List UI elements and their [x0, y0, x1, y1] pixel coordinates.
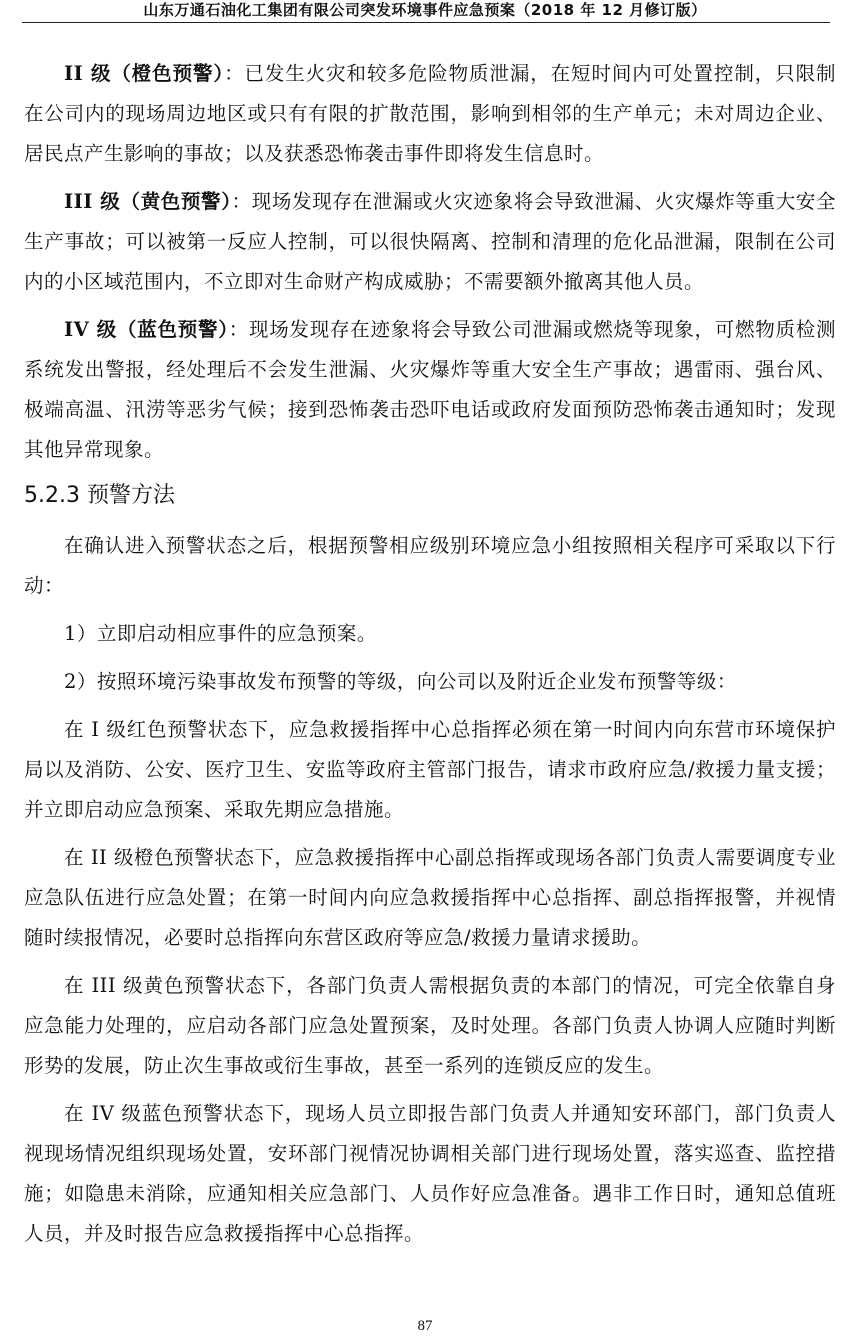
page-body [24, 54, 836, 1262]
red-warning-paragraph: 在 I 级红色预警状态下，应急救援指挥中心总指挥必须在第一时间内向东营市环境保护局以及消防、公安、医疗卫生、安监等政府主管部门报告，请求市政府应急/救援力量支援；并立即启动应急预案、采取先期应急措施。 [24, 718, 836, 821]
level-iii-text: ：现场发现存在泄漏或火灾迹象将会导致泄漏、火灾爆炸等重大安全生产事故；可以被第一反应人控制，可以很快隔离、控制和清理的危化品泄漏，限制在公司内的小区域范围内，不立即对生命财产构成威胁；不需要额外撤离其他人员。 [24, 190, 836, 293]
blue-warning-paragraph: 在 IV 级蓝色预警状态下，现场人员立即报告部门负责人并通知安环部门，部门负责人视现场情况组织现场处置，安环部门视情况协调相关部门进行现场处置，落实巡查、监控措施；如隐患未消除，应通知相关应急部门、人员作好应急准备。遇非工作日时，通知总值班人员，并及时报告应急救援指挥中心总指挥。 [24, 1102, 836, 1245]
level-iv-paragraph [24, 310, 836, 470]
level-iv-label: IV 级（蓝色预警） [64, 318, 229, 341]
page-number: 87 [417, 1318, 433, 1334]
header-rule [22, 22, 830, 23]
level-ii-text: ：已发生火灾和较多危险物质泄漏，在短时间内可处置控制，只限制在公司内的现场周边地区或只有有限的扩散范围，影响到相邻的生产单元；未对周边企业、居民点产生影响的事故；以及获悉恐怖袭击事件即将发生信息时。 [24, 62, 836, 165]
intro-paragraph: 在确认进入预警状态之后，根据预警相应级别环境应急小组按照相关程序可采取以下行动： [24, 534, 836, 597]
action-item-2: 2）按照环境污染事故发布预警的等级，向公司以及附近企业发布预警等级： [64, 670, 737, 693]
yellow-warning-paragraph: 在 III 级黄色预警状态下，各部门负责人需根据负责的本部门的情况，可完全依靠自身应急能力处理的，应启动各部门应急处置预案，及时处理。各部门负责人协调人应随时判断形势的发展，防止次生事故或衍生事故，甚至一系列的连锁反应的发生。 [24, 974, 836, 1077]
level-iii-label: III 级（黄色预警） [64, 190, 232, 213]
level-iv-text: ：现场发现存在迹象将会导致公司泄漏或燃烧等现象，可燃物质检测系统发出警报，经处理后不会发生泄漏、火灾爆炸等重大安全生产事故；遇雷雨、强台风、极端高温、汛涝等恶劣气候；接到恐怖袭击恐吓电话或政府发面预防恐怖袭击通知时；发现其他异常现象。 [24, 318, 836, 461]
orange-warning-paragraph: 在 II 级橙色预警状态下，应急救援指挥中心副总指挥或现场各部门负责人需要调度专业应急队伍进行应急处置；在第一时间内向应急救援指挥中心总指挥、副总指挥报警，并视情随时续报情况，必要时总指挥向东营区政府等应急/救援力量请求援助。 [24, 846, 836, 949]
level-ii-label: II 级（橙色预警） [64, 62, 225, 85]
action-item-1: 1）立即启动相应事件的应急预案。 [64, 622, 377, 645]
level-iii-paragraph [24, 182, 836, 302]
page-header: 山东万通石油化工集团有限公司突发环境事件应急预案（2018 年 12 月修订版） [143, 1, 707, 19]
level-ii-paragraph [24, 54, 836, 174]
section-heading: 5.2.3 预警方法 [24, 483, 175, 508]
